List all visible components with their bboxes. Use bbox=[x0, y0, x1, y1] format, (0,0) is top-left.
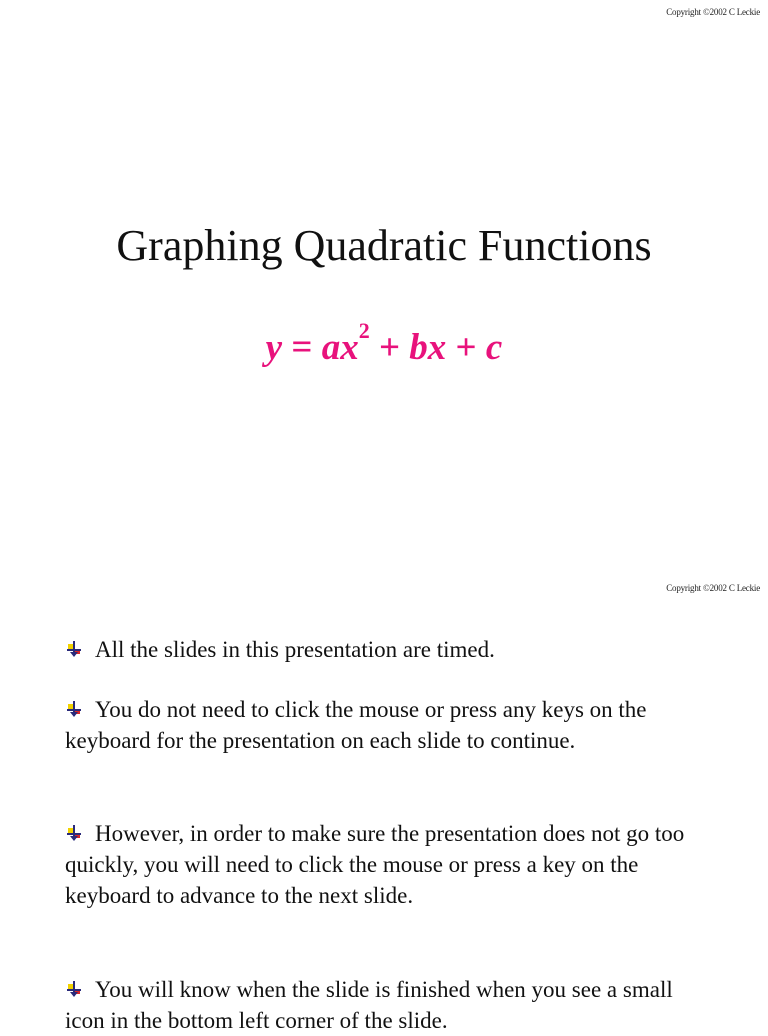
copyright-notice: Copyright ©2002 C Leckie bbox=[666, 7, 760, 17]
formula-bx: bx bbox=[409, 327, 447, 368]
formula-c: c bbox=[485, 327, 503, 368]
bullet-item bbox=[65, 634, 705, 665]
formula-plus-1: + bbox=[369, 327, 410, 368]
bullet-item bbox=[65, 694, 705, 756]
slide-title: Graphing Quadratic Functions bbox=[116, 221, 652, 270]
bullet-text: However, in order to make sure the presentation does not go too quickly, you will need to click the mouse or press a key on the keyboard to advance to the next slide. bbox=[65, 821, 685, 908]
formula-equals: = bbox=[282, 327, 322, 368]
copyright-notice: Copyright ©2002 C Leckie bbox=[666, 583, 760, 593]
formula-exponent: 2 bbox=[358, 318, 370, 343]
quadratic-formula bbox=[0, 318, 768, 370]
formula-ax: ax bbox=[321, 327, 359, 368]
arrow-down-bullet-icon bbox=[65, 700, 83, 718]
arrow-down-bullet-icon bbox=[65, 980, 83, 998]
instructions-slide bbox=[0, 576, 768, 1033]
bullet-text: You will know when the slide is finished when you see a small icon in the bottom left corner of the slide. bbox=[65, 977, 673, 1033]
bullet-item bbox=[65, 818, 705, 911]
formula-y: y bbox=[265, 327, 283, 368]
arrow-down-bullet-icon bbox=[65, 824, 83, 842]
bullet-text: All the slides in this presentation are timed. bbox=[95, 637, 495, 662]
bullet-text: You do not need to click the mouse or press any keys on the keyboard for the presentation on each slide to continue. bbox=[65, 697, 647, 753]
arrow-down-bullet-icon bbox=[65, 640, 83, 658]
bullet-item bbox=[65, 974, 705, 1036]
formula-plus-2: + bbox=[446, 327, 486, 368]
